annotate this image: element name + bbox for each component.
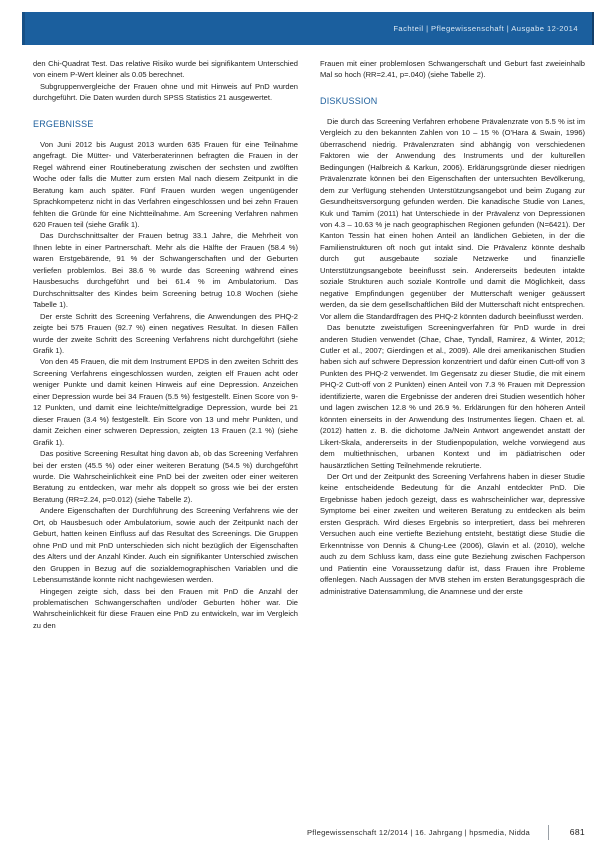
- running-header: [22, 12, 594, 45]
- paragraph: Die durch das Screening Verfahren erhobene Prävalenzrate von 5.5 % ist im Vergleich zu den bekannten Zahlen von 10 – 15 % (O'Hara & Swain, 1996) überraschend niedrig. Prävalenzraten sind abhängig von verschiedenen Faktoren wie der Anwendung des Instruments und der kulturellen Bedingungen (Halbreich & Karkun, 2006). Erklärungsgründe dieser niedrigen Prävalenzrate können bei den Eigenschaften der untersuchten Bevölkerung, dem zur Verfügung stehenden Unterstützungsangebot und beim Zugang zur Gesundheitsversorgung gefunden werden. Die kanadische Studie von Lanes, Kuk und Tamim (2011) hat Unterschiede in der Prävalenz von Depressionen von 4.3 – 10.63 % je nach geographischen Regionen gefunden (N=6421). Der Kanton Tessin hat einen hohen Anteil an ländlichen Gebieten, in der die Familienstrukturen oft noch gut intakt sind. Die Prävalenz könnte deshalb durch gut ausgebaute soziale Netzwerke und finanzielle Unterstützungsangebote beeinflusst sein. Andererseits bedeuten intakte soziale Strukturen auch soziale Kontrolle und damit die Möglichkeit, dass negative Empfindungen gegenüber der Mutterschaft weniger geäussert werden, da sie dem gesellschaftlichen Bild der Mutterschaft nicht entsprechen. Vor allem die Standardfragen des PHQ-2 könnten dadurch beeinflusst werden.: [320, 116, 585, 321]
- paragraph: Das positive Screening Resultat hing davon ab, ob das Screening Verfahren bei der ersten (45.5 %) oder einer weiteren Beratung (54.5 %) durchgeführt wurde. Die Wahrscheinlichkeit eine PnD bei der zweiten oder einer weiteren Beratung zu entdecken, war mehr als doppelt so gross wie bei der ersten Beratung (RR=2.24, p=0.012) (siehe Tabelle 2).: [33, 449, 298, 504]
- page-footer: [33, 823, 585, 841]
- right-column: [320, 58, 585, 804]
- paragraph: Das Durchschnittsalter der Frauen betrug 33.1 Jahre, die Mehrheit von Ihnen lebte in einer Partnerschaft. Mehr als die Hälfte der Frauen (58.4 %) waren Erstgebärende, 91 % der Schwangerschaften und der Geburten verliefen problemlos. Bei 38.6 % wurde das Screening während eines Hausbesuchs durchgeführt und bei 61.4 % im Ambulatorium. Das Durchschnittsalter des Kindes beim Screening betrug 10.8 Wochen (siehe Tabelle 1).: [33, 231, 298, 310]
- paragraph: Das benutzte zweistufigen Screeningverfahren für PnD wurde in drei anderen Studien verwendet (Chae, Chae, Tyndall, Ramirez, & Winter, 2012; Cutler et al., 2007; Gierdingen et al., 2009). Alle drei amerikanischen Studien haben sich auf schwere Depression konzentriert und dafür einen Cutt-off von 3 Punkten des PHQ-2 verwendet. Im Gegensatz zu dieser Studie, die mit einem PHQ-2 Cutt-off von 2 Punkten) einen Anteil von 7.3 % Frauen mit Depression identifizierte, waren die Ergebnisse der anderen drei Studien wesentlich höher und lagen zwischen 12.8 % und 26.9 %. Erklärungen für den höheren Anteil könnten einerseits in der Anwendung des Instrumentes liegen. Chaen et. al. (2012) hatten z. B. die dichotome Ja/Nein Antwort angewendet anstatt der Likert-Skala, andererseits in der Studienpopulation, welche vorwiegend aus dem multiethnischen, urbanen Kontext und im pädiatrischen oder hausärztlichen Setting Teilnehmende rekrutierte.: [320, 323, 585, 470]
- section-heading-ergebnisse: ergebnisse: [33, 115, 94, 130]
- footer-divider: [548, 825, 549, 840]
- footer-page-number: 681: [569, 827, 585, 837]
- paragraph: Der Ort und der Zeitpunkt des Screening Verfahrens haben in dieser Studie keine entscheidende Bedeutung für die Anzahl entdeckter PnD. Die Ergebnisse haben jedoch gezeigt, dass es wahrscheinlicher war, depressive Symptome bei einer zweiten und weiteren Beratung zu entdecken als beim ersten Gespräch. Wird dieses Ergebnis so interpretiert, dass bei mehreren Versuchen auch eine vertiefte Beziehung entsteht, bestätigt diese Studie die Erkenntnisse von Dennis & Chung-Lee (2006), Glavin et al. (2010), welche auch zu dem Schluss kam, dass eine gute Beziehung zwischen Fachperson und Patientin eine Voraussetzung dafür ist, dass Frauen ihre Probleme offenlegen. Nach Aussagen der MVB stehen im ersten Beratungsgespräch die administrative Datensammlung, die Anamnese und der erste: [320, 471, 585, 596]
- section-heading-diskussion: diskussion: [320, 92, 378, 107]
- paragraph: Der erste Schritt des Screening Verfahrens, die Anwendungen des PHQ-2 zeigte bei 575 Frauen (92.7 %) einen negatives Resultat. In diesen Fällen wurde der zweite Schritt des Screening Verfahrens nicht durchgeführt (siehe Grafik 1).: [33, 311, 298, 355]
- paragraph: den Chi-Quadrat Test. Das relative Risiko wurde bei signifikantem Unterschied von einem P-Wert kleiner als 0.05 berechnet.: [33, 59, 298, 80]
- footer-citation: Pflegewissenschaft 12/2014 | 16. Jahrgang | hpsmedia, Nidda: [306, 827, 530, 837]
- left-column: [33, 58, 298, 804]
- paragraph: Subgruppenvergleiche der Frauen ohne und mit Hinweis auf PnD wurden durchgeführt. Die Daten wurden durch SPSS Statistics 21 ausgewertet.: [33, 81, 298, 103]
- paragraph: Frauen mit einer problemlosen Schwangerschaft und Geburt fast zweieinhalb Mal so hoch (RR=2.41, p=.040) (siehe Tabelle 2).: [320, 59, 585, 80]
- paragraph: Von den 45 Frauen, die mit dem Instrument EPDS in den zweiten Schritt des Screening Verfahrens eingeschlossen wurden, zeigten elf Frauen acht oder weniger Punkte und damit keinen Hinweis auf eine Depression. Anzeichen einer Depression wurde bei 34 Frauen (5.5 %) festgestellt. Einen Score von 9-12 Punkten, und damit eine leichte/mittelgradige Depression, wurde bei 21 dieser Frauen (3.4 %) festgestellt. Ein Score von 13 und mehr Punkten, und damit Zeichen einer schweren Depression, zeigten 13 Frauen (2.1 %) (siehe Grafik 1).: [33, 357, 298, 447]
- paragraph: Von Juni 2012 bis August 2013 wurden 635 Frauen für eine Teilnahme angefragt. Die Mütter- und Väterberaterinnen befragten die Frauen in der Regel während einer Routineberatung zwischen der sechsten und zwölften Woche oder falls die Mutter zum ersten Mal nach diesem Zeitpunkt in die Beratung kam auch später. Fünf Frauen wurden wegen ungenügender Sprachkompetenz nicht in das Verfahren eingeschlossen und bei zehn Frauen fehlten die Gründe für eine Nichtteilnahme. Am Screening Verfahren nahmen 620 Frauen teil (siehe Grafik 1).: [33, 139, 298, 229]
- paragraph: Hingegen zeigte sich, dass bei den Frauen mit PnD die Anzahl der problematischen Schwangerschaften und/oder Geburten höher war. Die Wahrscheinlichkeit für diese Frauen eine PnD zu entwickeln, war im Vergleich zu den: [33, 586, 298, 630]
- article-body: [33, 58, 585, 804]
- paragraph: Andere Eigenschaften der Durchführung des Screening Verfahrens wie der Ort, ob Hausbesuch oder Ambulatorium, sowie auch der Zeitpunkt nach der Geburt, hatten keinen Einfluss auf das Resultat des Screenings. Die Gruppen ohne PnD und mit PnD unterschieden sich nicht bezüglich der Eigenschaften des Alters und der Anzahl Kinder. Auch ein signifikanter Unterschied zwischen den Gruppen in Bezug auf die sozialdemographischen Variablen und die Lebensumstände konnte nicht nachgewiesen werden.: [33, 506, 298, 585]
- running-header-title: Fachteil | Pflegewissenschaft | Ausgabe 12-2014: [393, 24, 578, 33]
